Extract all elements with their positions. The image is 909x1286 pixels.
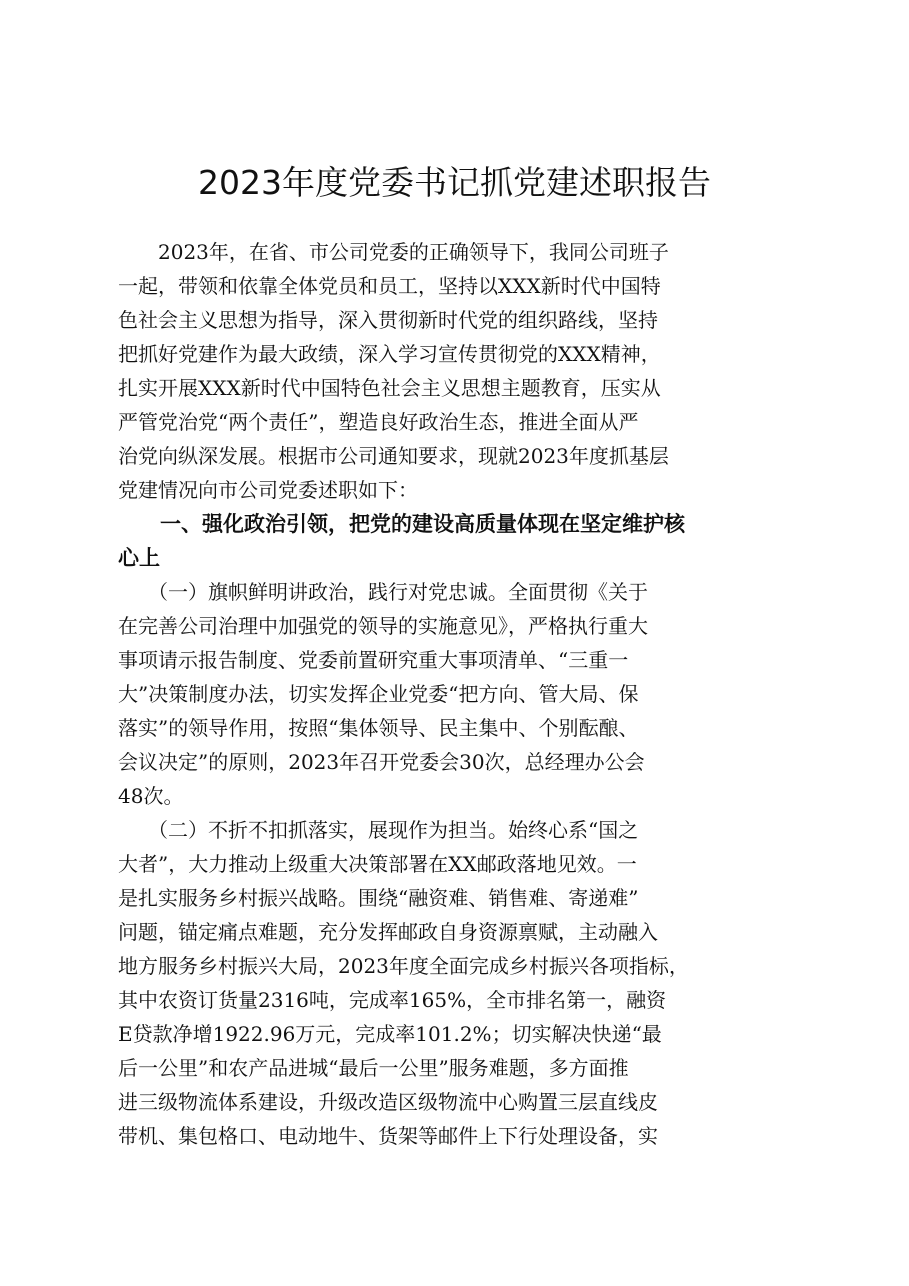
text-line: 地方服务乡村振兴大局，2023年度全面完成乡村振兴各项指标， (118, 954, 689, 978)
paragraph-2 (118, 813, 798, 1153)
text-line: 带机、集包格口、电动地牛、货架等邮件上下行处理设备，实 (118, 1124, 658, 1148)
paragraph-1 (118, 575, 798, 813)
text-line: 严管党治党“两个责任”，塑造良好政治生态，推进全面从严 (118, 410, 639, 434)
text-line: 在完善公司治理中加强党的领导的实施意见》，严格执行重大 (118, 614, 648, 638)
heading-line: 心上 (118, 546, 160, 570)
text-line: 其中农资订货量2316吨，完成率165%，全市排名第一，融资 (118, 988, 667, 1012)
text-line: 把抓好党建作为最大政绩，深入学习宣传贯彻党的XXX精神， (118, 342, 661, 366)
intro-paragraph (118, 235, 798, 507)
text-line: 进三级物流体系建设，升级改造区级物流中心购置三层直线皮 (118, 1090, 658, 1114)
text-line: 一起，带领和依靠全体党员和员工，坚持以XXX新时代中国特 (118, 274, 661, 298)
document-title: 2023年度党委书记抓党建述职报告 (198, 163, 711, 202)
text-line: 后一公里”和农产品进城“最后一公里”服务难题，多方面推 (118, 1056, 629, 1080)
text-line: 治党向纵深发展。根据市公司通知要求，现就2023年度抓基层 (118, 444, 669, 468)
text-line: 事项请示报告制度、党委前置研究重大事项清单、“三重一 (118, 648, 629, 672)
text-line: 扎实开展XXX新时代中国特色社会主义思想主题教育，压实从 (118, 376, 661, 400)
text-line: 党建情况向市公司党委述职如下： (118, 478, 418, 502)
text-line: 2023年，在省、市公司党委的正确领导下，我同公司班子 (118, 240, 669, 264)
section-heading-1 (118, 507, 798, 575)
text-line: 大者”，大力推动上级重大决策部署在XX邮政落地见效。一 (118, 852, 637, 876)
text-line: （一）旗帜鲜明讲政治，践行对党忠诚。全面贯彻《关于 (118, 580, 648, 604)
text-line: 会议决定”的原则，2023年召开党委会30次，总经理办公会 (118, 750, 645, 774)
text-line: 色社会主义思想为指导，深入贯彻新时代党的组织路线，坚持 (118, 308, 658, 332)
heading-line: 一、强化政治引领，把党的建设高质量体现在坚定维护核 (118, 512, 685, 536)
text-line: 落实”的领导作用，按照“集体领导、民主集中、个别酝酿、 (118, 716, 639, 740)
text-line: 是扎实服务乡村振兴战略。围绕“融资难、销售难、寄递难” (118, 886, 639, 910)
text-line: 48次。 (118, 784, 184, 808)
text-line: E贷款净增1922.96万元，完成率101.2%；切实解决快递“最 (118, 1022, 662, 1046)
text-line: 大”决策制度办法，切实发挥企业党委“把方向、管大局、保 (118, 682, 639, 706)
document-body (118, 235, 798, 1153)
text-line: 问题，锚定痛点难题，充分发挥邮政自身资源禀赋，主动融入 (118, 920, 658, 944)
text-line: （二）不折不扣抓落实，展现作为担当。始终心系“国之 (118, 818, 639, 842)
